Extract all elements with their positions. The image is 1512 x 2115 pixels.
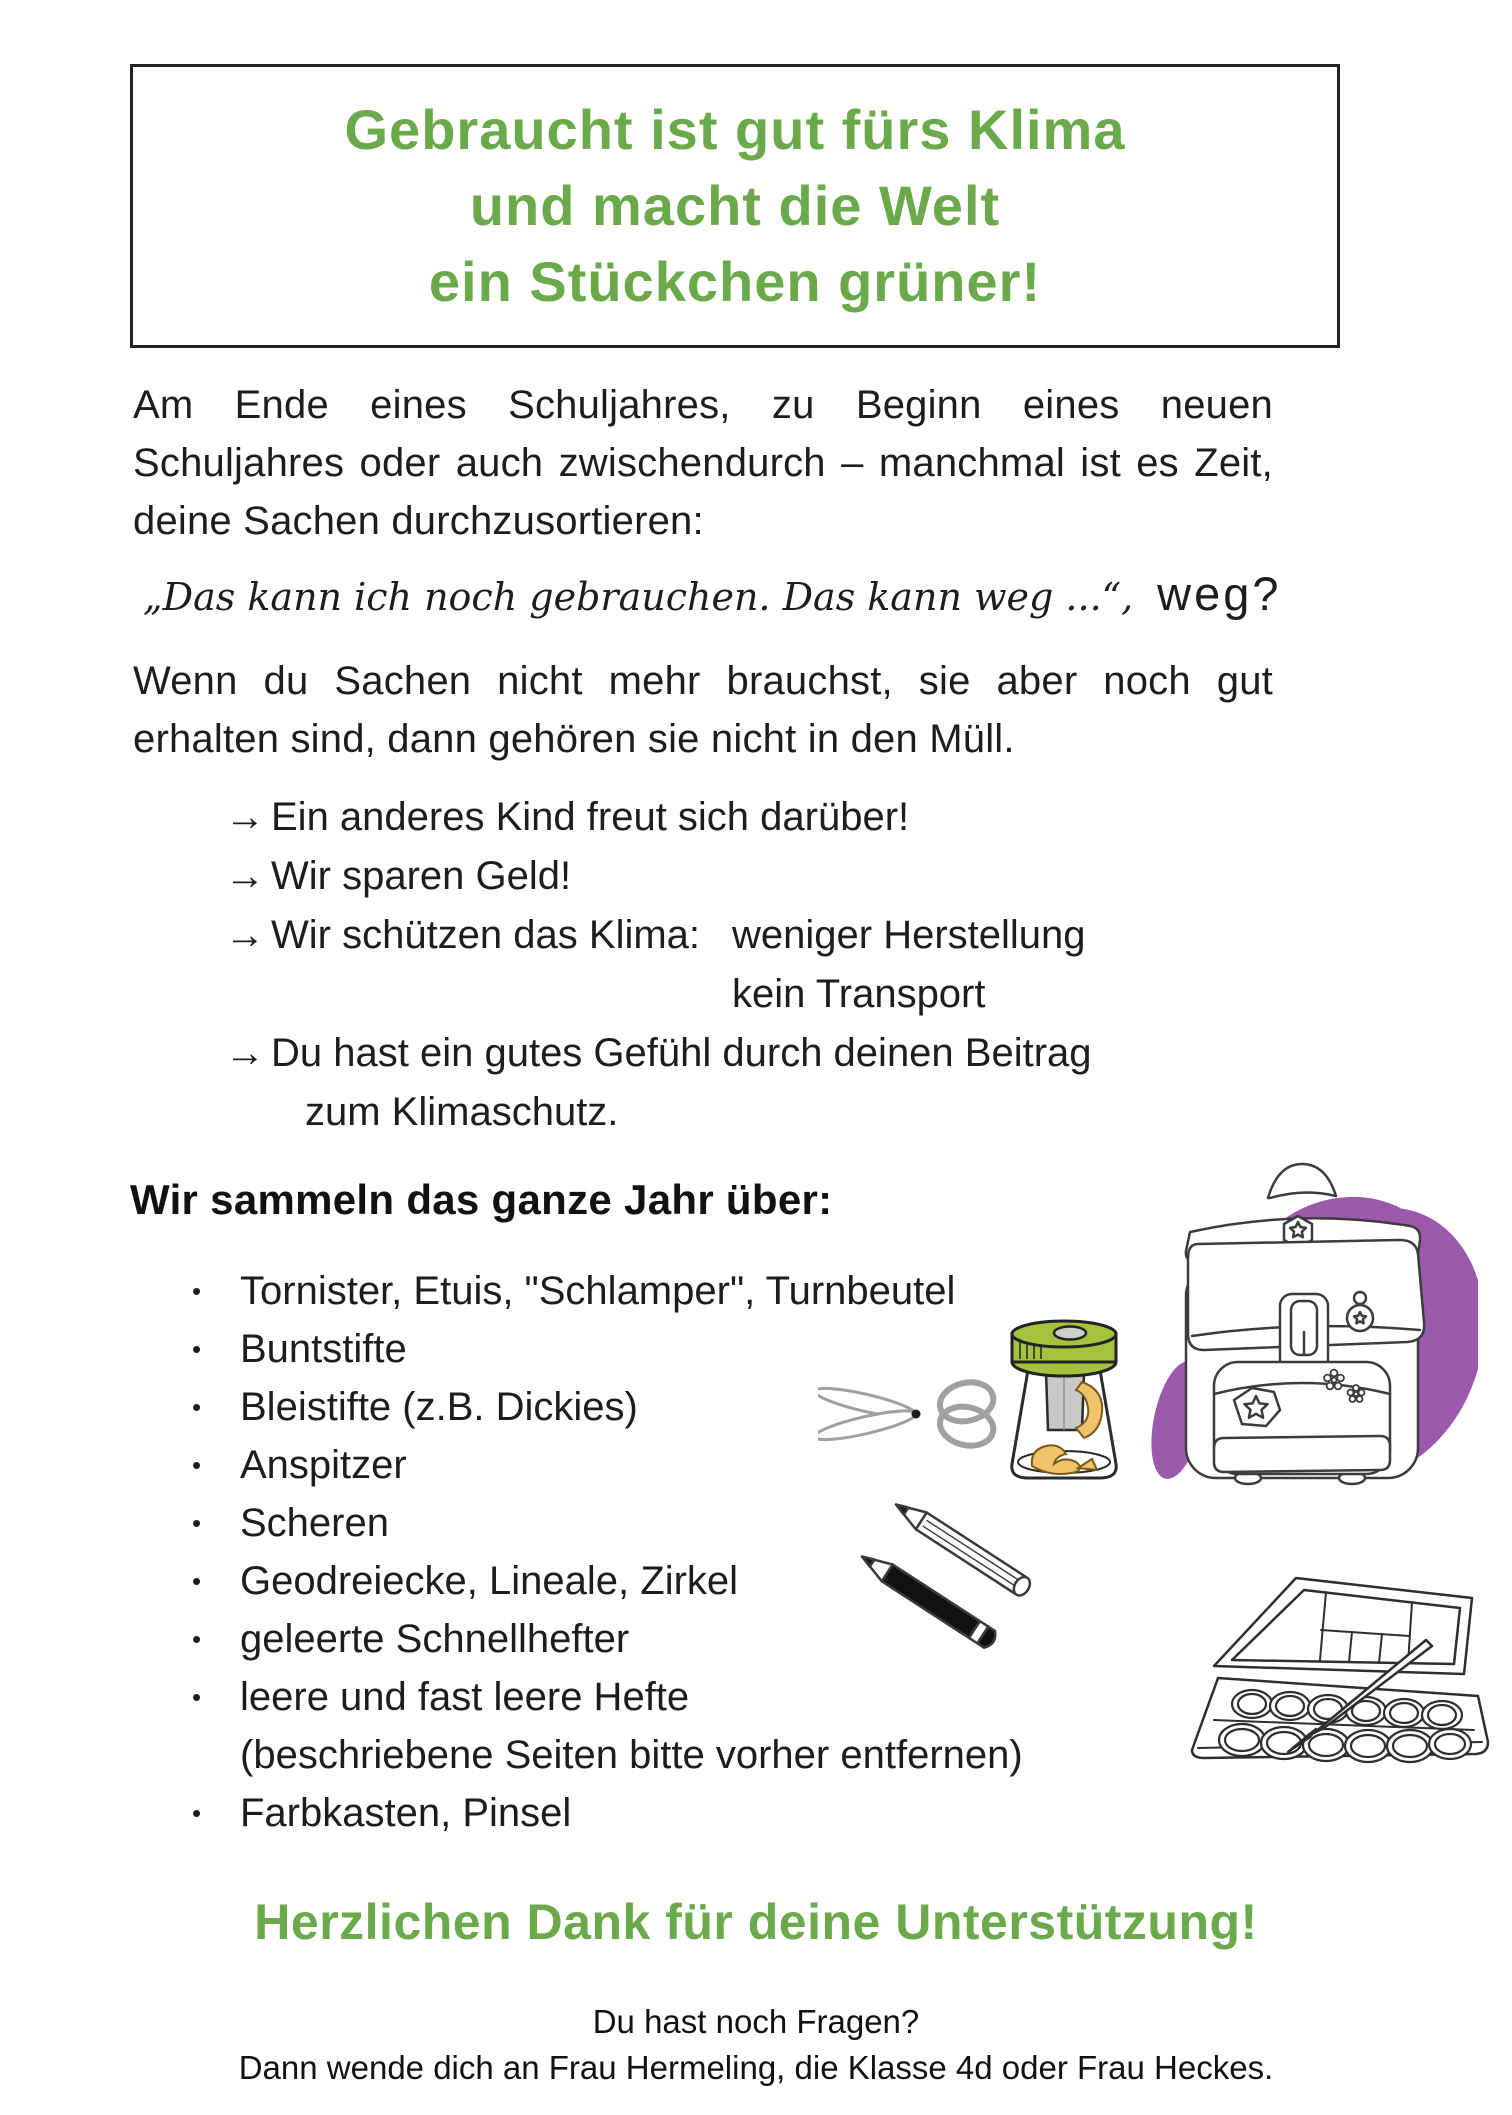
footer (0, 1999, 1512, 2091)
bullet-icon: • (192, 1624, 202, 1654)
list-item-text: Farbkasten, Pinsel (240, 1791, 572, 1835)
list-item (192, 1494, 1142, 1552)
list-item (192, 1668, 1142, 1784)
paintbox-illustration (1158, 1552, 1493, 1784)
bullet-icon: • (192, 1566, 202, 1596)
benefit-text: Du hast ein gutes Gefühl durch deinen Beitrag (271, 1031, 1092, 1075)
quote-text: „Das kann ich noch gebrauchen. Das kann weg ...“, (143, 575, 1134, 619)
benefit-text: Wir sparen Geld! (271, 854, 572, 898)
list-item-text: Anspitzer (240, 1443, 407, 1487)
footer-line-1: Du hast noch Fragen? (592, 2003, 920, 2040)
backpack-illustration (1128, 1148, 1478, 1516)
intro-paragraph-2: Wenn du Sachen nicht mehr brauchst, sie aber noch gut erhalten sind, dann gehören sie nicht in den Müll. (133, 659, 1273, 761)
footer-line-2: Dann wende dich an Frau Hermeling, die Klasse 4d oder Frau Heckes. (238, 2049, 1274, 2086)
list-item (192, 1552, 1142, 1610)
page-title-line-1: Gebraucht ist gut fürs Klima (344, 98, 1126, 161)
list-item-text: Geodreiecke, Lineale, Zirkel (240, 1559, 739, 1603)
school-backpack-icon (1128, 1148, 1478, 1516)
arrow-icon: → (225, 913, 265, 957)
title-box (130, 64, 1340, 348)
page-title-line-2: und macht die Welt (469, 174, 1001, 237)
benefit-item (225, 788, 1300, 847)
list-item-text: leere und fast leere Hefte (beschriebene Seiten bitte vorher entfernen) (240, 1675, 1023, 1777)
benefit-text-continuation: zum Klimaschutz. (305, 1090, 619, 1134)
bullet-icon: • (192, 1276, 202, 1306)
arrow-icon: → (225, 1031, 265, 1075)
thanks-line: Herzlichen Dank für deine Unterstützung! (254, 1894, 1258, 1950)
bullet-icon: • (192, 1682, 202, 1712)
bullet-icon: • (192, 1798, 202, 1828)
benefit-sub-text: weniger Herstellung (732, 913, 1086, 957)
list-item-text: Bleistifte (z.B. Dickies) (240, 1385, 638, 1429)
benefits-list (225, 788, 1300, 1142)
benefit-sub-list (732, 906, 1086, 1024)
quote-line (143, 566, 1403, 627)
collect-list (192, 1262, 1142, 1842)
list-item (192, 1262, 1142, 1320)
bullet-icon: • (192, 1450, 202, 1480)
benefit-item (225, 1024, 1300, 1142)
quote-emphasis: weg? (1157, 567, 1282, 620)
benefit-text: Wir schützen das Klima: (271, 913, 701, 957)
list-item (192, 1784, 1142, 1842)
bullet-icon: • (192, 1508, 202, 1538)
list-item (192, 1378, 1142, 1436)
arrow-icon: → (225, 854, 265, 898)
arrow-icon: → (225, 795, 265, 839)
intro-paragraph-1: Am Ende eines Schuljahres, zu Beginn eines neuen Schuljahres oder auch zwischendurch – manchmal ist es Zeit, deine Sachen durchzusortieren: (133, 383, 1273, 543)
benefit-item (225, 847, 1300, 906)
list-item (192, 1610, 1142, 1668)
paintbox-icon (1158, 1552, 1493, 1784)
benefit-text-block (271, 1024, 1092, 1142)
bullet-icon: • (192, 1392, 202, 1422)
page-title-line-3: ein Stückchen grüner! (428, 250, 1042, 313)
list-item (192, 1436, 1142, 1494)
list-item (192, 1320, 1142, 1378)
bullet-icon: • (192, 1334, 202, 1364)
collect-heading: Wir sammeln das ganze Jahr über: (130, 1176, 833, 1223)
list-item-text: Scheren (240, 1501, 389, 1545)
benefit-text: Ein anderes Kind freut sich darüber! (271, 795, 910, 839)
list-item-text: Buntstifte (240, 1327, 407, 1371)
benefit-item (225, 906, 1300, 1024)
list-item-text: Tornister, Etuis, "Schlamper", Turnbeutel (240, 1269, 956, 1313)
list-item-text: geleerte Schnellhefter (240, 1617, 630, 1661)
benefit-sub-text: kein Transport (732, 972, 986, 1016)
